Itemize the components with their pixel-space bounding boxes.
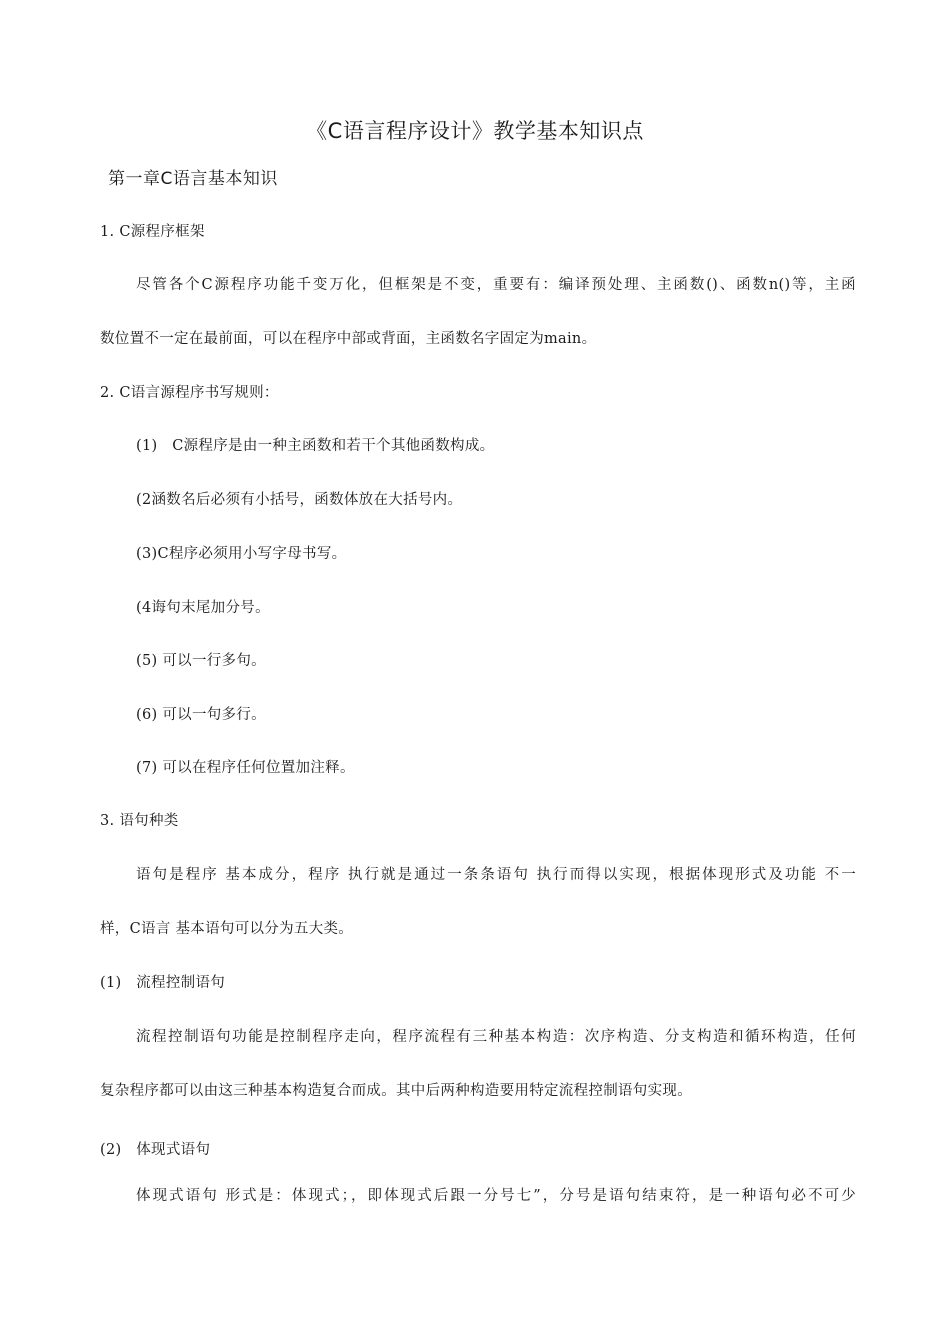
rule-item: (6) 可以一句多行。: [136, 707, 266, 723]
section-1-paragraph-line-2: 数位置不一定在最前面，可以在程序中部或背面，主函数名字固定为main。: [100, 331, 597, 347]
subsection-2-heading: (2) 体现式语句: [100, 1142, 211, 1158]
subsection-1-heading: (1) 流程控制语句: [100, 975, 226, 991]
subsection-1-paragraph-line-1: 流程控制语句功能是控制程序走向，程序流程有三种基本构造：次序构造、分支构造和循环构造，任何: [136, 1029, 856, 1045]
section-1-heading: 1. C源程序框架: [100, 224, 205, 240]
rule-item: (3)C程序必须用小写字母书写。: [136, 546, 347, 562]
subsection-2-paragraph-line-1: 体现式语句 形式是：体现式；，即体现式后跟一分号七”，分号是语句结束符，是一种语句必不可少: [136, 1188, 856, 1204]
subsection-1-paragraph-line-2: 复杂程序都可以由这三种基本构造复合而成。其中后两种构造要用特定流程控制语句实现。: [100, 1083, 692, 1099]
section-3-paragraph-line-1: 语句是程序 基本成分，程序 执行就是通过一条条语句 执行而得以实现，根据体现形式及功能 不一: [136, 867, 856, 883]
rule-item: (5) 可以一行多句。: [136, 653, 266, 669]
rule-item: (2涵数名后必须有小括号，函数体放在大括号内。: [136, 492, 463, 508]
rule-item: (1) C源程序是由一种主函数和若干个其他函数构成。: [136, 438, 495, 454]
rule-item: (7) 可以在程序任何位置加注释。: [136, 760, 355, 776]
rule-item: (4诲句末尾加分号。: [136, 600, 270, 616]
chapter-heading: 第一章C语言基本知识: [108, 169, 278, 189]
section-2-heading: 2. C语言源程序书写规则：: [100, 385, 279, 401]
document-title: 《C语言程序设计》教学基本知识点: [306, 119, 644, 143]
section-3-heading: 3. 语句种类: [100, 813, 179, 829]
section-3-paragraph-line-2: 样，C语言 基本语句可以分为五大类。: [100, 921, 354, 937]
section-1-paragraph-line-1: 尽管各个C源程序功能千变万化，但框架是不变，重要有：编译预处理、主函数()、函数n()等，主函: [136, 277, 856, 293]
